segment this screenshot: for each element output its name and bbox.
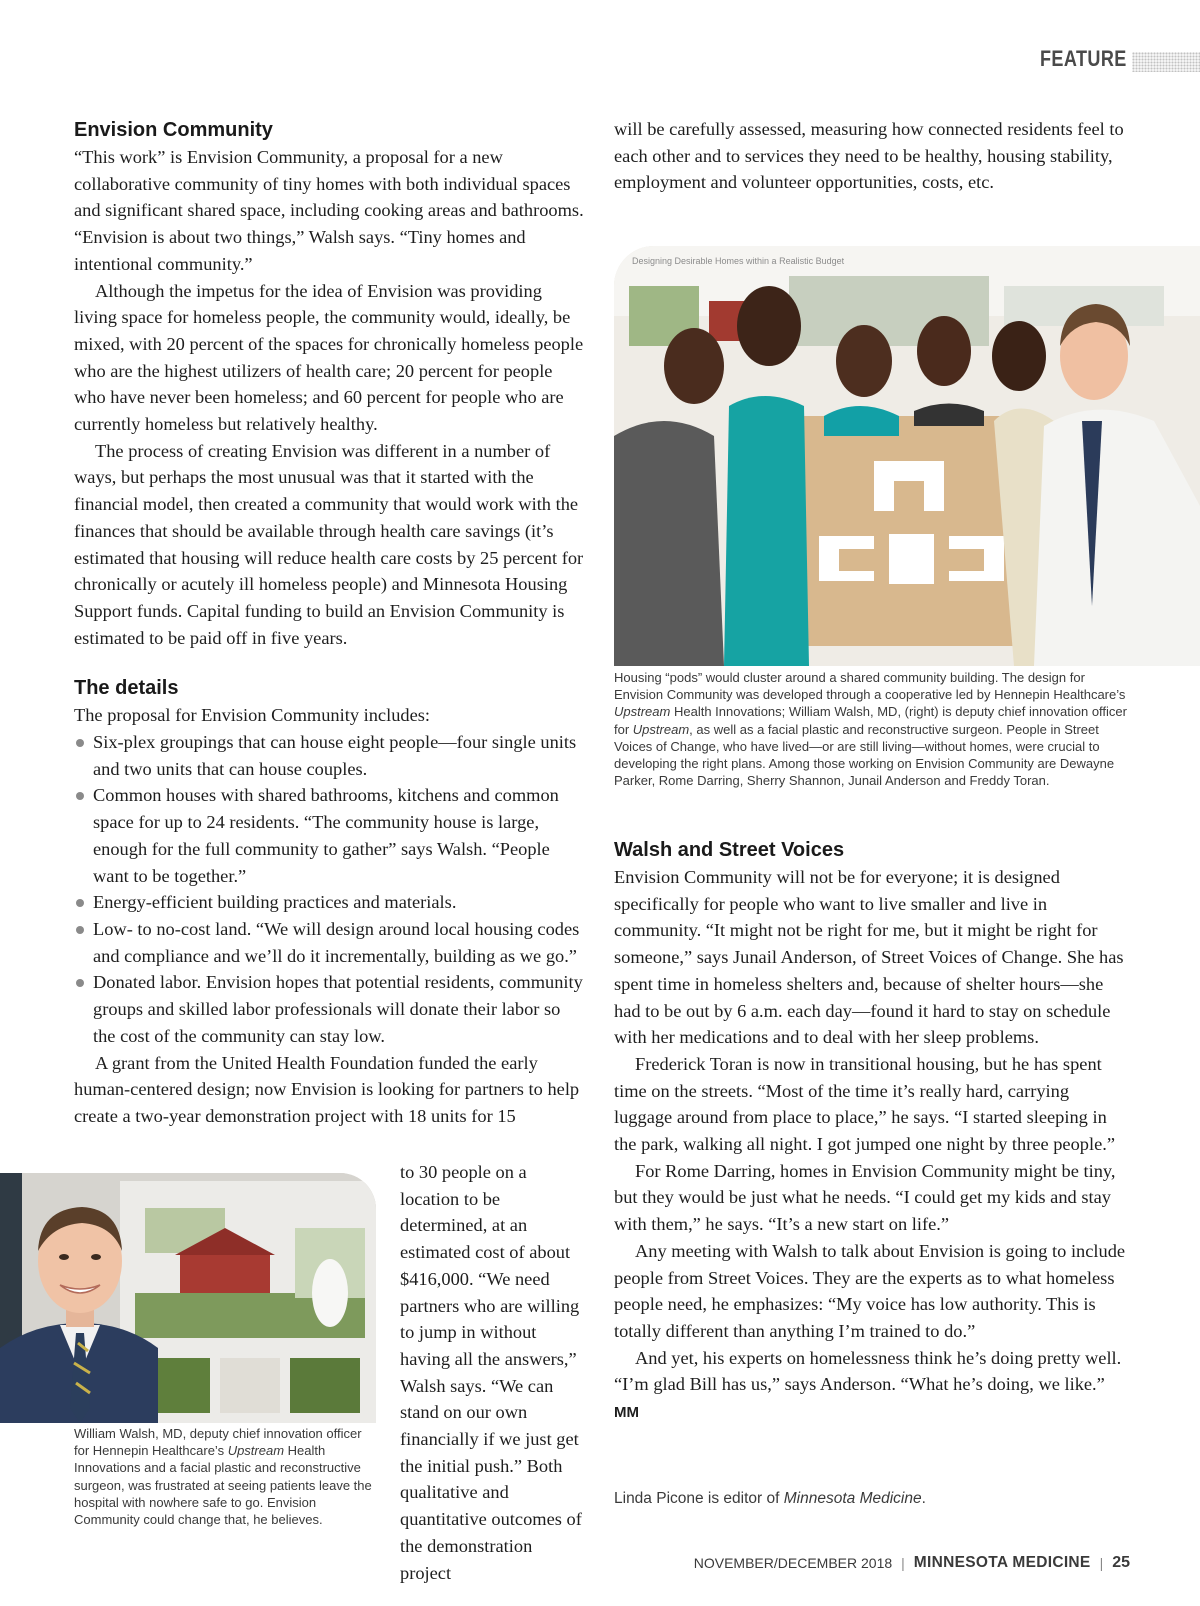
heading-walsh-street-voices: Walsh and Street Voices xyxy=(614,839,845,861)
group-photo xyxy=(614,246,1200,666)
paragraph: A grant from the United Health Foundation funded the early human-centered design; now Envision is looking for partners to help create a two-year demonstration project with 18 units for 15 xyxy=(74,1052,580,1126)
heading-envision-community: Envision Community xyxy=(74,119,273,141)
poster-title: Designing Desirable Homes within a Realistic Budget xyxy=(632,256,845,266)
list-item: Six-plex groupings that can house eight people—four single units and two units that can house couples. xyxy=(74,729,586,782)
paragraph: Any meeting with Walsh to talk about Envision is going to include people from Street Voices. They are the experts as to what homeless people need, he emphasizes: “My voice has low authority. This is totally different than anything I’m trained to do.” xyxy=(614,1240,1126,1341)
walsh-photo-caption: William Walsh, MD, deputy chief innovation officer for Hennepin Healthcare’s Upstream Health Innovations and a facial plastic and reconstructive surgeon, was frustrated at seeing patients leave the hospital with nowhere safe to go. Envision Community could change that, he believes. xyxy=(74,1426,372,1528)
walsh-portrait-illustration xyxy=(0,1173,376,1423)
paragraph: For Rome Darring, homes in Envision Community might be tiny, but they would be just what he needs. “I could get my kids and stay with them,” he says. “It’s a new start on life.” xyxy=(614,1160,1116,1235)
section-label: FEATURE xyxy=(1040,46,1127,71)
paragraph: And yet, his experts on homelessness think he’s doing pretty well. “I’m glad Bill has us,” says Anderson. “What he’s doing, we like.” MM xyxy=(614,1347,1122,1422)
end-mark: MM xyxy=(614,1404,639,1422)
right-column-bottom xyxy=(614,836,1126,1427)
footer-divider: | xyxy=(1099,1555,1104,1571)
paragraph: Envision Community will not be for everyone; it is designed specifically for people who want to live smaller and live in community. “It might not be right for me, but it might be right for someone,” says Junail Anderson, of Street Voices of Change. She has spent time in homeless shelters and, because of shelter hours—she had to be out by 6 a.m. each day—found it hard to stay on schedule with her medications and to deal with her sleep problems. xyxy=(614,867,1124,1048)
paragraph-continuation: to 30 people on a location to be determined, at an estimated cost of about $416,000. “We need partners who are willing to jump in without having all the answers,” Walsh says. “We can stand on our own financially if we just get the initial push.” Both qualitative and quantitative outcomes of the demonstration project xyxy=(400,1162,582,1583)
paragraph: Although the impetus for the idea of Envision was providing living space for homeless people, the community would, ideally, be mixed, with 20 percent of the spaces for chronically homeless people who are the highest utilizers of health care; 20 percent for people who have never been homeless; and 60 percent for people who are currently homeless but relatively healthy. xyxy=(74,280,584,435)
left-column xyxy=(74,116,586,1130)
list-item: Donated labor. Envision hopes that potential residents, community groups and skilled labor professionals will donate their labor so the cost of the community can stay low. xyxy=(74,969,586,1049)
list-item: Low- to no-cost land. “We will design around local housing codes and compliance and we’ll do it incrementally, building as we go.” xyxy=(74,916,586,969)
footer-divider: | xyxy=(901,1555,905,1571)
right-column-top xyxy=(614,116,1126,196)
paragraph: The proposal for Envision Community includes: xyxy=(74,705,431,726)
heading-the-details: The details xyxy=(74,677,179,700)
page-footer xyxy=(694,1554,1130,1572)
list-item: Energy-efficient building practices and materials. xyxy=(74,889,586,916)
group-photo-caption: Housing “pods” would cluster around a shared community building. The design for Envision Community was developed through a cooperative led by Hennepin Healthcare’s Upstream Health Innovations; William Walsh, MD, (right) is deputy chief innovation officer for Upstream, as well as a facial plastic and reconstructive surgeon. People in Street Voices of Change, who have lived—or are still living—without homes, were crucial to developing the right plans. Among those working on Envision Community are Dewayne Parker, Rome Darring, Sherry Shannon, Junail Anderson and Freddy Toran. xyxy=(614,670,1127,789)
magazine-name: MINNESOTA MEDICINE xyxy=(913,1554,1091,1571)
paragraph: The process of creating Envision was different in a number of ways, but perhaps the most unusual was that it started with the financial model, then created a community that would work with the finances that should be available through health care savings (it’s estimated that housing will reduce health care costs by 25 percent for chronically or acutely ill homeless people) and Minnesota Housing Support funds. Capital funding to build an Envision Community is estimated to be paid off in five years. xyxy=(74,440,584,648)
paragraph: Frederick Toran is now in transitional housing, but he has spent time on the streets. “Most of the time it’s really hard, carrying luggage around from place to place,” he says. “I started sleeping in the park, walking all night. I got jumped one night by three people.” xyxy=(614,1053,1116,1155)
list-item: Common houses with shared bathrooms, kitchens and common space for up to 24 residents. “The community house is large, enough for the full community to gather” says Walsh. “People want to be together.” xyxy=(74,782,586,889)
group-photo-illustration xyxy=(614,246,1200,666)
issue-date: NOVEMBER/DECEMBER 2018 xyxy=(693,1555,893,1571)
paragraph: will be carefully assessed, measuring how connected residents feel to each other and to services they need to be healthy, housing stability, employment and volunteer opportunities, costs, etc. xyxy=(614,119,1124,193)
walsh-portrait-photo xyxy=(0,1173,376,1423)
page-number: 25 xyxy=(1112,1554,1130,1571)
author-note: Linda Picone is editor of Minnesota Medicine. xyxy=(614,1490,926,1507)
paragraph: “This work” is Envision Community, a proposal for a new collaborative community of tiny homes with both individual spaces and significant shared space, including cooking areas and bathrooms. “Envision is about two things,” Walsh says. “Tiny homes and intentional community.” xyxy=(74,147,584,274)
decorative-dot-pattern xyxy=(1132,52,1200,72)
details-list xyxy=(74,729,586,1049)
